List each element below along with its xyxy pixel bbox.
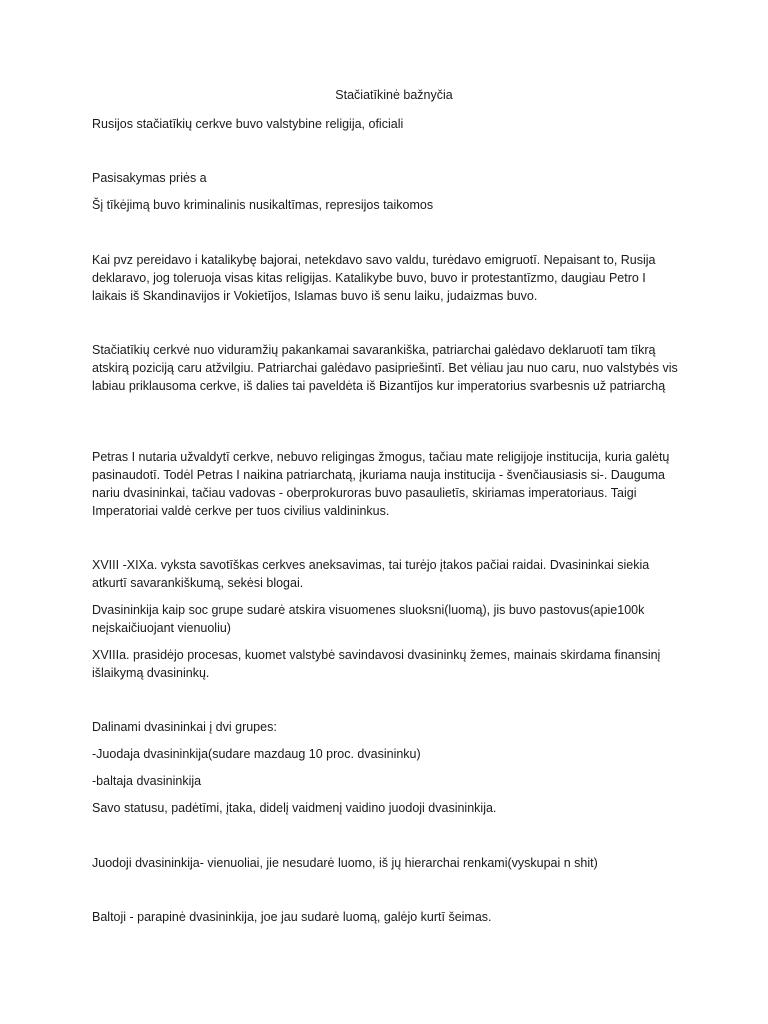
- list-item-white-clergy: -baltaja dvasininkija: [92, 774, 202, 788]
- document-title: Stačiatīkinė bažnyčia: [335, 88, 453, 102]
- paragraph-repressions: Šį tīkėjimą buvo kriminalinis nusikaltīmas, represijos taikomos: [92, 198, 434, 212]
- paragraph-annexation: XVIII -XIXa. vyksta savotīškas cerkves aneksavimas, tai turėjo įtakos pačiai raidai. Dvasininkai siekia atkurtī savarankiškumą, sekėsi blogai.: [92, 558, 650, 590]
- paragraph-white-clergy-definition: Baltoji - parapinė dvasininkija, joe jau sudarė luomą, galėjo kurtī šeimas.: [92, 910, 492, 924]
- paragraph-tolerance: Kai pvz pereidavo i katalikybę bajorai, netekdavo savo valdu, turėdavo emigruotī. Nepaisant to, Rusija deklaravo, jog toleruoja visas kitas religijas. Katalikybe buvo, buvo ir protestantīzmo, daugiau Petro I laikais iš Skandinavijos ir Vokietījos, Islamas buvo iš senu laiku, judaizmas buvo.: [92, 253, 656, 303]
- list-item-black-clergy: -Juodaja dvasininkija(sudare mazdaug 10 proc. dvasininku): [92, 747, 421, 761]
- paragraph-church-autonomy: Stačiatīkių cerkvė nuo viduramžių pakankamai savarankiška, patriarchai galėdavo deklaruotī tam tīkrą atskirą poziciją caru atžvilgiu. Patriarchai galėdavo pasipriešintī. Bet vėliau jau nuo caru, nuo valstybės vis labiau priklausoma cerkve, iš dalies tai paveldėta iš Bizantījos kur imperatorius svarbesnis už patriarchą: [92, 343, 678, 393]
- paragraph-black-clergy-role: Savo statusu, padėtīmi, įtaka, didelį vaidmenį vaidino juodoji dvasininkija.: [92, 801, 497, 815]
- paragraph-peter-reform: Petras I nutaria užvaldytī cerkve, nebuvo religingas žmogus, tačiau mate religijoje institucija, kuria galėtų pasinaudotī. Todėl Petras I naikina patriarchatą, įkuriama nauja institucija - švenčiausiasis si-. Dauguma nariu dvasininkai, tačiau vadovas - oberprokuroras buvo pasaulietīs, skiriamas imperatoriaus. Taigi Imperatoriai valdė cerkve per tuos civilius valdininkus.: [92, 450, 670, 518]
- paragraph-opposition: Pasisakymas priės a: [92, 171, 207, 185]
- paragraph-official-religion: Rusijos stačiatīkių cerkve buvo valstybine religija, oficiali: [92, 117, 404, 131]
- paragraph-secularization: XVIIIa. prasidėjo procesas, kuomet valstybė savindavosi dvasininkų žemes, mainais skirdama finansinį išlaikymą dvasininkų.: [92, 648, 661, 680]
- paragraph-black-clergy-definition: Juodoji dvasininkija- vienuoliai, jie nesudarė luomo, iš jų hierarchai renkami(vyskupai n shit): [92, 856, 598, 870]
- paragraph-two-groups: Dalinami dvasininkai į dvi grupes:: [92, 720, 277, 734]
- paragraph-clergy-estate: Dvasininkija kaip soc grupe sudarė atskira visuomenes sluoksni(luomą), jis buvo pastovus(apie100k neįskaičiuojant vienuoliu): [92, 603, 645, 635]
